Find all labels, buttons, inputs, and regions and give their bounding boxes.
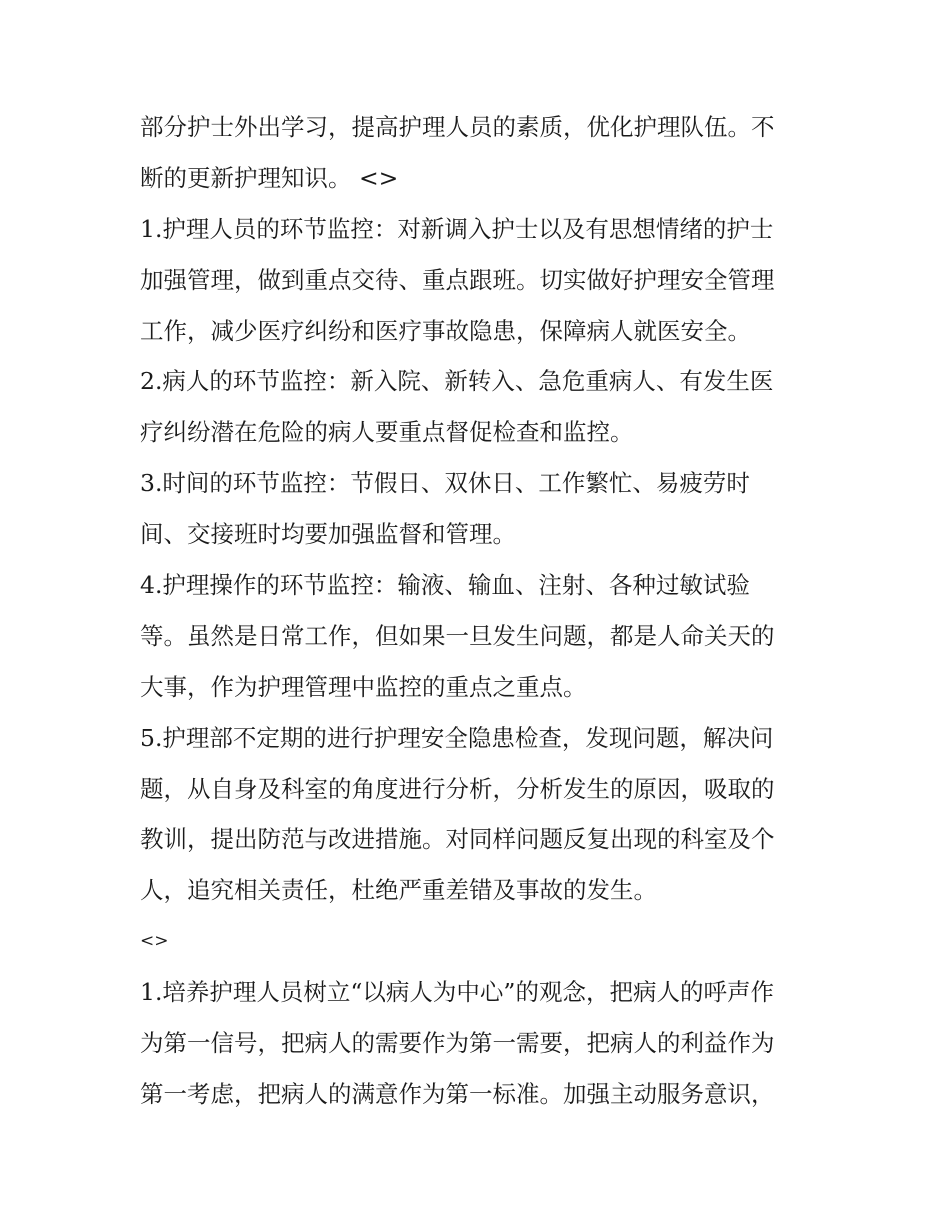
text-line: 断的更新护理知识。 <> xyxy=(140,163,399,192)
text-line: 部分护士外出学习，提高护理人员的素质，优化护理队伍。不 xyxy=(140,113,775,141)
text-line: 2.病人的环节监控：新入院、新转入、急危重病人、有发生医 xyxy=(140,367,774,396)
text-line: 加强管理，做到重点交待、重点跟班。切实做好护理安全管理 xyxy=(140,265,775,294)
text-line: 题，从自身及科室的角度进行分析，分析发生的原因，吸取的 xyxy=(140,774,775,803)
section-marker: <> xyxy=(140,931,169,952)
text-line: 1.培养护理人员树立“以病人为中心”的观念，把病人的呼声作 xyxy=(140,978,774,1007)
text-line: 为第一信号，把病人的需要作为第一需要，把病人的利益作为 xyxy=(140,1029,775,1058)
text-line: 疗纠纷潜在危险的病人要重点督促检查和监控。 xyxy=(140,418,634,447)
text-line: 等。虽然是日常工作，但如果一旦发生问题，都是人命关天的 xyxy=(140,621,775,650)
text-line: 4.护理操作的环节监控：输液、输血、注射、各种过敏试验 xyxy=(140,571,750,600)
text-line: 工作，减少医疗纠纷和医疗事故隐患，保障病人就医安全。 xyxy=(140,316,751,345)
text-line: 3.时间的环节监控：节假日、双休日、工作繁忙、易疲劳时 xyxy=(140,469,750,498)
text-line: 第一考虑，把病人的满意作为第一标准。加强主动服务意识， xyxy=(140,1079,775,1108)
text-line: 教训，提出防范与改进措施。对同样问题反复出现的科室及个 xyxy=(140,825,775,854)
text-line: 大事，作为护理管理中监控的重点之重点。 xyxy=(140,672,587,701)
text-line: 间、交接班时均要加强监督和管理。 xyxy=(140,520,516,549)
text-line: 人，追究相关责任，杜绝严重差错及事故的发生。 xyxy=(140,876,657,905)
document-body xyxy=(140,102,820,1120)
text-line: 5.护理部不定期的进行护理安全隐患检查，发现问题，解决问 xyxy=(140,723,774,752)
text-line: 1.护理人员的环节监控：对新调入护士以及有思想情绪的护士 xyxy=(140,214,774,243)
